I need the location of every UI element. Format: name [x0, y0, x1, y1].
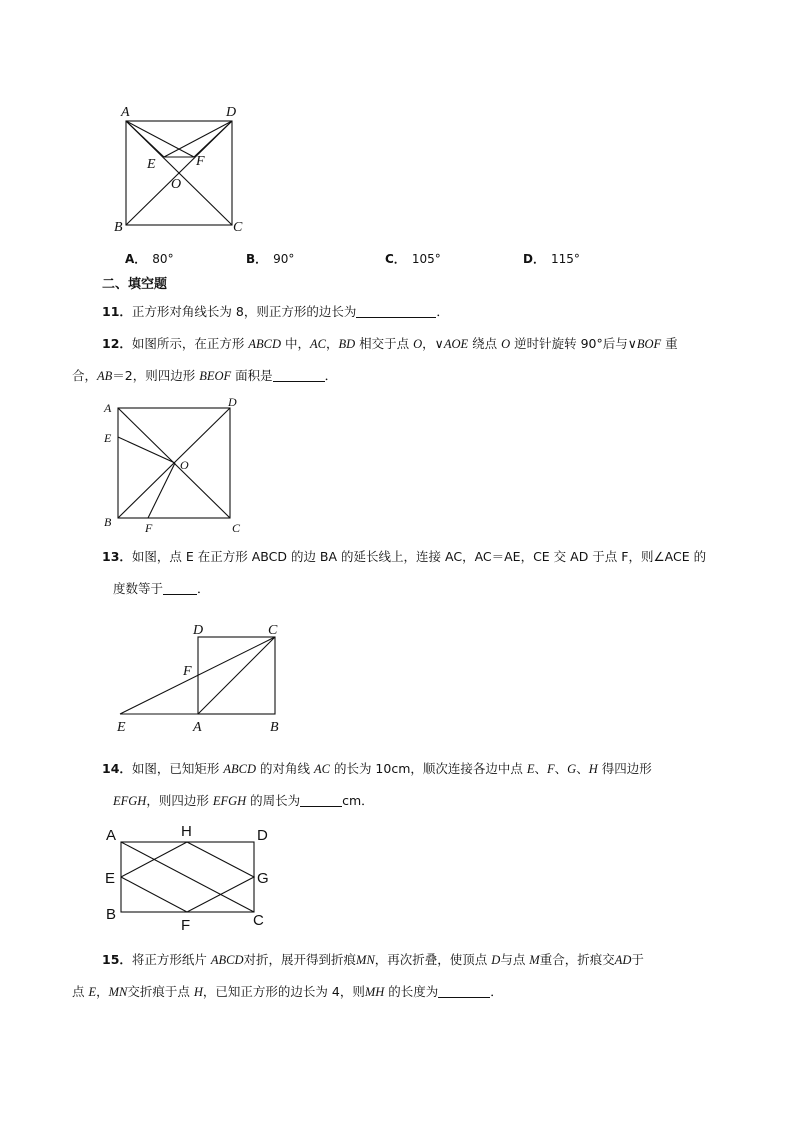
var-bd: BD — [338, 337, 356, 351]
q12-text: ＝2，则四边形 — [112, 368, 200, 383]
var-ab: AB — [97, 369, 113, 383]
var-o: O — [501, 337, 511, 351]
label-d: D — [226, 105, 237, 120]
var-mh: MH — [364, 985, 385, 999]
var-h: H — [588, 762, 598, 776]
option-c-letter: C． — [385, 252, 406, 266]
label-a: A — [106, 827, 117, 844]
var-m: M — [529, 953, 540, 967]
label-d: D — [228, 395, 237, 409]
q14-separator: 、 — [576, 761, 589, 776]
label-b: B — [104, 515, 112, 529]
q12-text: 如图所示，在正方形 — [131, 336, 249, 351]
question-15-line2 — [72, 983, 503, 1001]
label-a: A — [193, 720, 202, 735]
var-efgh: EFGH — [212, 794, 247, 808]
q15-end: ． — [490, 984, 503, 999]
label-f: F — [183, 664, 192, 679]
var-e: E — [526, 762, 535, 776]
q15-text: 将正方形纸片 — [131, 952, 211, 967]
label-e: E — [104, 431, 112, 445]
label-c: C — [268, 623, 278, 638]
q12-number: 12． — [102, 336, 132, 351]
label-b: B — [114, 220, 123, 235]
var-f: F — [547, 762, 555, 776]
var-abcd: ABCD — [223, 762, 257, 776]
q11-end: ． — [436, 304, 449, 319]
q14-text: 得四边形 — [597, 761, 652, 776]
var-efgh: EFGH — [113, 794, 147, 808]
label-f: F — [145, 521, 153, 535]
q12-text: 中， — [281, 336, 311, 351]
label-f: F — [181, 917, 191, 934]
var-ac: AC — [313, 762, 330, 776]
q12-text: ， — [326, 336, 339, 351]
label-c: C — [233, 220, 243, 235]
line-ac — [121, 842, 254, 912]
label-e: E — [105, 870, 116, 887]
option-b-letter: B． — [246, 252, 268, 266]
label-f: F — [196, 154, 205, 169]
label-a: A — [121, 105, 130, 120]
q12-text: 面积是 — [231, 368, 273, 383]
var-d: D — [491, 953, 501, 967]
option-d-value: 115° — [550, 252, 580, 266]
q11-number: 11． — [102, 304, 132, 319]
var-e: E — [88, 985, 97, 999]
q15-text: 的长度为 — [384, 984, 439, 999]
q14-unit: cm． — [342, 793, 374, 808]
var-abcd: ABCD — [210, 953, 244, 967]
option-c-value: 105° — [411, 252, 441, 266]
q14-text: 的长为 10cm，顺次连接各边中点 — [329, 761, 527, 776]
q15-text: 对折，展开得到折痕 — [243, 952, 357, 967]
q15-text: ，已知正方形的边长为 4，则 — [202, 984, 365, 999]
var-aoe: AOE — [443, 337, 469, 351]
q11-text: 正方形对角线长为 8，则正方形的边长为 — [131, 304, 357, 319]
q13-text: 如图，点 E 在正方形 ABCD 的边 BA 的延长线上，连接 AC，AC＝AE，CE 交 AD 于点 F，则∠ACE 的 — [131, 549, 707, 564]
q12-text: ，∨ — [422, 336, 444, 351]
q13-text: 度数等于 — [113, 581, 164, 596]
q15-text: 与点 — [500, 952, 530, 967]
label-c: C — [253, 912, 264, 929]
q14-text: 的对角线 — [256, 761, 314, 776]
section-title: 二、填空题 — [102, 277, 168, 292]
var-beof: BEOF — [199, 369, 232, 383]
var-mn: MN — [356, 953, 375, 967]
q15-text: 点 — [72, 984, 89, 999]
label-d: D — [257, 827, 268, 844]
var-g: G — [567, 762, 577, 776]
label-d: D — [193, 623, 204, 638]
label-e: E — [117, 720, 126, 735]
q15-number: 15． — [102, 952, 132, 967]
q12-text: 绕点 — [468, 336, 502, 351]
option-d-letter: D． — [523, 252, 545, 266]
label-b: B — [270, 720, 279, 735]
option-a-value: 80° — [152, 252, 174, 266]
q14-text: 如图，已知矩形 — [131, 761, 224, 776]
question-15-line1 — [102, 951, 644, 969]
q15-text: ，再次折叠，使顶点 — [374, 952, 492, 967]
q15-answer-blank[interactable] — [438, 985, 490, 998]
q14-number: 14． — [102, 761, 132, 776]
label-o: O — [171, 177, 182, 192]
q12-text: 重 — [661, 336, 678, 351]
q12-text: 合， — [72, 368, 98, 383]
q12-text: 逆时针旋转 90°后与∨ — [510, 336, 637, 351]
q14-separator: 、 — [534, 761, 548, 776]
q12-end: ． — [324, 368, 338, 383]
q15-text: 交折痕于点 — [127, 984, 194, 999]
var-o: O — [413, 337, 423, 351]
label-b: B — [106, 906, 117, 923]
label-a: A — [104, 401, 112, 415]
label-g: G — [257, 870, 269, 887]
label-h: H — [181, 823, 192, 840]
label-e: E — [147, 157, 156, 172]
option-a-letter: A． — [125, 252, 147, 266]
var-bof: BOF — [636, 337, 662, 351]
option-b-value: 90° — [273, 252, 295, 266]
label-o: O — [180, 458, 189, 472]
q14-separator: 、 — [554, 761, 568, 776]
var-mn: MN — [108, 985, 128, 999]
q13-end: ． — [197, 581, 210, 596]
q15-text: 于 — [631, 952, 644, 967]
label-c: C — [232, 521, 241, 535]
var-ac: AC — [310, 337, 326, 351]
q12-text: 相交于点 — [355, 336, 414, 351]
q13-number: 13． — [102, 549, 132, 564]
q14-text: 的周长为 — [246, 793, 301, 808]
var-h: H — [193, 985, 203, 999]
var-abcd: ABCD — [248, 337, 282, 351]
q15-text: ， — [96, 984, 109, 999]
var-ad: AD — [614, 953, 632, 967]
q14-text: ，则四边形 — [146, 793, 213, 808]
q15-text: 重合，折痕交 — [539, 952, 615, 967]
